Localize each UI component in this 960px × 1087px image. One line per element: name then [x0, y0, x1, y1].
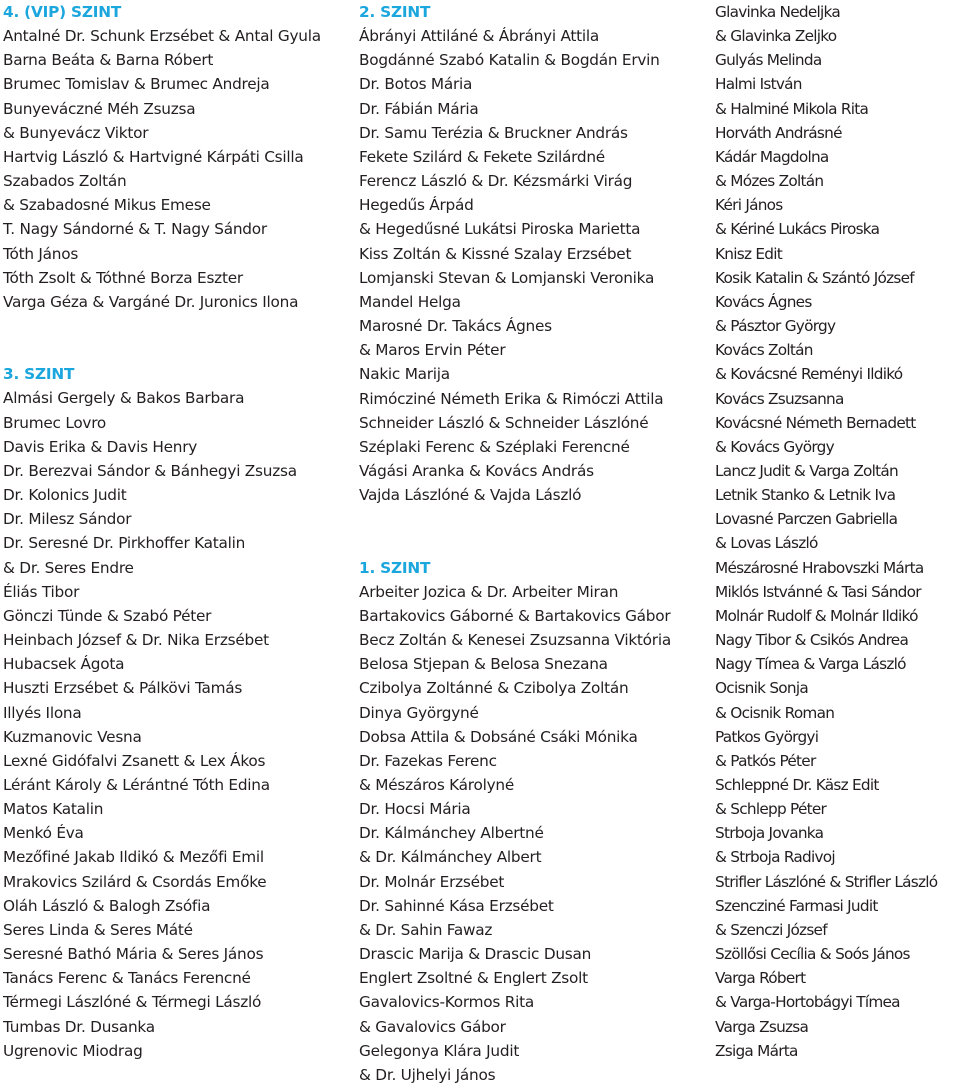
donor-name-line: & Szabadosné Mikus Emese — [3, 196, 211, 215]
donor-name-line: Almási Gergely & Bakos Barbara — [3, 389, 245, 408]
donor-name-line: & Maros Ervin Péter — [359, 341, 506, 360]
level-heading: 3. SZINT — [3, 365, 75, 384]
donor-name-line: Dinya Györgyné — [359, 703, 479, 722]
donor-name-line: & Mózes Zoltán — [715, 172, 824, 191]
donor-name-line: & Schlepp Péter — [715, 800, 827, 819]
donor-name-line: Varga Zsuzsa — [715, 1017, 809, 1036]
donor-name-line: Dr. Seresné Dr. Pirkhoffer Katalin — [3, 534, 246, 553]
donor-name-line: Gavalovics-Kormos Rita — [359, 993, 534, 1012]
donor-name-line: Rimócziné Németh Erika & Rimóczi Attila — [359, 389, 664, 408]
donor-name-line: Dr. Berezvai Sándor & Bánhegyi Zsuzsa — [3, 461, 297, 480]
level-section — [3, 362, 348, 1063]
donor-name-line: Kovács Zsuzsanna — [715, 389, 844, 408]
donor-name-line: & Bunyevácz Viktor — [3, 123, 149, 142]
donor-name-line: Dr. Milesz Sándor — [3, 510, 132, 529]
donor-name-line: Dr. Kálmánchey Albertné — [359, 824, 544, 843]
donor-name-line: & Dr. Ujhelyi János — [359, 1065, 496, 1084]
donor-name-line: Hubacsek Ágota — [3, 655, 125, 674]
donor-name-line: & Kériné Lukács Piroska — [715, 220, 880, 239]
donor-name-line: Zsiga Márta — [715, 1041, 798, 1060]
donor-name-line: Illyés Ilona — [3, 703, 82, 722]
level-section — [359, 0, 705, 507]
column-1 — [3, 0, 348, 1063]
donor-name-line: Kovácsné Németh Bernadett — [715, 413, 916, 432]
level-section — [359, 556, 705, 1087]
donor-name-line: Kovács Zoltán — [715, 341, 813, 360]
donor-name-line: Oláh László & Balogh Zsófia — [3, 896, 211, 915]
donor-name-line: Arbeiter Jozica & Dr. Arbeiter Miran — [359, 582, 619, 601]
donor-name-line: Gönczi Tünde & Szabó Péter — [3, 606, 212, 625]
donor-name-line: Matos Katalin — [3, 800, 104, 819]
donor-name-line: Tóth Zsolt & Tóthné Borza Eszter — [3, 268, 243, 287]
donor-name-line: Halmi István — [715, 75, 802, 94]
donor-name-line: & Dr. Sahin Fawaz — [359, 920, 493, 939]
donor-name-line: Vajda Lászlóné & Vajda László — [359, 486, 582, 505]
donor-name-line: Ábrányi Attiláné & Ábrányi Attila — [359, 27, 600, 46]
donor-name-line: Dr. Fazekas Ferenc — [359, 751, 497, 770]
donor-name-line: & Glavinka Zeljko — [715, 27, 837, 46]
donor-name-line: Heinbach József & Dr. Nika Erzsébet — [3, 631, 269, 650]
donor-name-line: Dr. Molnár Erzsébet — [359, 872, 505, 891]
donor-name-line: Szabados Zoltán — [3, 172, 127, 191]
donor-name-line: Dr. Kolonics Judit — [3, 486, 127, 505]
donor-name-line: & Kovács György — [715, 437, 834, 456]
donor-name-line: Czibolya Zoltánné & Czibolya Zoltán — [359, 679, 629, 698]
donor-name-line: Szencziné Farmasi Judit — [715, 896, 878, 915]
donor-name-line: Barna Beáta & Barna Róbert — [3, 51, 214, 70]
donor-name-line: Menkó Éva — [3, 824, 84, 843]
donor-name-line: Térmegi Lászlóné & Térmegi László — [3, 993, 262, 1012]
donor-name-line: Dr. Fábián Mária — [359, 99, 479, 118]
donor-name-line: Glavinka Nedeljka — [715, 3, 840, 21]
donor-name-line: Letnik Stanko & Letnik Iva — [715, 486, 896, 505]
donor-name-line: & Strboja Radivoj — [715, 848, 835, 867]
donor-name-line: Varga Géza & Vargáné Dr. Juronics Ilona — [3, 292, 299, 311]
donor-name-line: & Halminé Mikola Rita — [715, 99, 869, 118]
donor-name-line: & Varga-Hortobágyi Tímea — [715, 993, 900, 1012]
donor-name-line: Dr. Botos Mária — [359, 75, 473, 94]
donor-name-line: Tanács Ferenc & Tanács Ferencné — [3, 969, 251, 988]
column-3 — [715, 0, 960, 1063]
level-section — [715, 0, 960, 1063]
donor-name-line: & Mészáros Károlyné — [359, 775, 515, 794]
donor-name-line: & Dr. Seres Endre — [3, 558, 134, 577]
donor-name-line: Drascic Marija & Drascic Dusan — [359, 945, 592, 964]
donor-name-line: Schneider László & Schneider Lászlóné — [359, 413, 649, 432]
donor-name-line: Nagy Tibor & Csikós Andrea — [715, 631, 909, 650]
donor-name-line: Nakic Marija — [359, 365, 450, 384]
donor-name-line: Seres Linda & Seres Máté — [3, 920, 193, 939]
donor-name-line: Molnár Rudolf & Molnár Ildikó — [715, 606, 918, 625]
section-spacer — [359, 507, 705, 555]
donor-name-line: Mandel Helga — [359, 292, 461, 311]
donor-name-line: Mezőfiné Jakab Ildikó & Mezőfi Emil — [3, 848, 264, 867]
level-heading: 2. SZINT — [359, 3, 431, 21]
donor-name-line: Nagy Tímea & Varga László — [715, 655, 906, 674]
donor-name-line: Bartakovics Gáborné & Bartakovics Gábor — [359, 606, 671, 625]
donor-name-line: Strifler Lászlóné & Strifler László — [715, 872, 938, 891]
donor-name-line: Brumec Lovro — [3, 413, 107, 432]
donor-name-line: & Gavalovics Gábor — [359, 1017, 506, 1036]
section-spacer — [3, 314, 348, 362]
level-heading: 4. (VIP) SZINT — [3, 3, 122, 21]
donor-name-line: Englert Zsoltné & Englert Zsolt — [359, 969, 588, 988]
donor-name-line: & Patkós Péter — [715, 751, 816, 770]
donor-name-line: Davis Erika & Davis Henry — [3, 437, 198, 456]
donor-name-line: Kádár Magdolna — [715, 147, 829, 166]
donor-name-line: T. Nagy Sándorné & T. Nagy Sándor — [3, 220, 267, 239]
donor-name-line: Antalné Dr. Schunk Erzsébet & Antal Gyula — [3, 27, 321, 46]
donor-name-line: Ocisnik Sonja — [715, 679, 808, 698]
donor-name-line: Hegedűs Árpád — [359, 196, 474, 215]
donor-name-line: Bogdánné Szabó Katalin & Bogdán Ervin — [359, 51, 660, 70]
donor-name-line: Lancz Judit & Varga Zoltán — [715, 461, 898, 480]
donor-name-line: Kiss Zoltán & Kissné Szalay Erzsébet — [359, 244, 632, 263]
donor-name-line: Seresné Bathó Mária & Seres János — [3, 945, 264, 964]
donor-name-line: Léránt Károly & Lérántné Tóth Edina — [3, 775, 270, 794]
donor-name-line: Kovács Ágnes — [715, 292, 812, 311]
donor-name-line: Gelegonya Klára Judit — [359, 1041, 520, 1060]
donor-name-line: Lovasné Parczen Gabriella — [715, 510, 898, 529]
donor-name-line: & Ocisnik Roman — [715, 703, 835, 722]
donor-name-line: & Pásztor György — [715, 317, 836, 336]
donor-name-line: Dr. Hocsi Mária — [359, 800, 471, 819]
donor-name-line: Ferencz László & Dr. Kézsmárki Virág — [359, 172, 633, 191]
donor-name-line: Éliás Tibor — [3, 582, 80, 601]
donor-name-line: Becz Zoltán & Kenesei Zsuzsanna Viktória — [359, 631, 671, 650]
donor-name-line: Mészárosné Hrabovszki Márta — [715, 558, 924, 577]
donor-name-line: Varga Róbert — [715, 969, 806, 988]
level-heading: 1. SZINT — [359, 558, 431, 577]
donor-name-line: & Szenczi József — [715, 920, 827, 939]
donor-name-line: Dobsa Attila & Dobsáné Csáki Mónika — [359, 727, 638, 746]
donor-name-line: Mrakovics Szilárd & Csordás Emőke — [3, 872, 267, 891]
donor-name-line: Lexné Gidófalvi Zsanett & Lex Ákos — [3, 751, 266, 770]
donor-name-line: Ugrenovic Miodrag — [3, 1041, 143, 1060]
donor-name-line: Knisz Edit — [715, 244, 782, 263]
donor-name-line: Kuzmanovic Vesna — [3, 727, 142, 746]
donor-name-line: Bunyeváczné Méh Zsuzsa — [3, 99, 196, 118]
donor-name-line: Miklós Istvánné & Tasi Sándor — [715, 582, 921, 601]
donor-name-line: Széplaki Ferenc & Széplaki Ferencné — [359, 437, 630, 456]
level-section — [3, 0, 348, 314]
donor-name-line: Hartvig László & Hartvigné Kárpáti Csilla — [3, 147, 304, 166]
donor-name-line: Gulyás Melinda — [715, 51, 822, 70]
donor-name-line: Lomjanski Stevan & Lomjanski Veronika — [359, 268, 655, 287]
donor-name-line: Dr. Sahinné Kása Erzsébet — [359, 896, 554, 915]
donor-name-line: Kéri János — [715, 196, 783, 215]
donor-name-line: Tumbas Dr. Dusanka — [3, 1017, 155, 1036]
donor-name-line: & Dr. Kálmánchey Albert — [359, 848, 542, 867]
donor-name-line: Marosné Dr. Takács Ágnes — [359, 317, 552, 336]
donor-name-line: Fekete Szilárd & Fekete Szilárdné — [359, 147, 605, 166]
donor-name-line: & Lovas László — [715, 534, 818, 553]
donor-name-line: & Hegedűsné Lukátsi Piroska Marietta — [359, 220, 641, 239]
donor-name-line: Tóth János — [3, 244, 79, 263]
donor-name-line: Szöllősi Cecília & Soós János — [715, 945, 910, 964]
donor-name-line: Strboja Jovanka — [715, 824, 824, 843]
donor-name-line: Patkos Györgyi — [715, 727, 819, 746]
donor-name-line: & Kovácsné Reményi Ildikó — [715, 365, 903, 384]
column-2 — [359, 0, 705, 1087]
donor-name-line: Vágási Aranka & Kovács András — [359, 461, 594, 480]
donor-name-line: Schleppné Dr. Käsz Edit — [715, 776, 879, 794]
donor-name-line: Brumec Tomislav & Brumec Andreja — [3, 75, 270, 94]
donor-name-line: Horváth Andrásné — [715, 123, 842, 142]
donor-name-line: Kosik Katalin & Szántó József — [715, 268, 914, 287]
donor-name-line: Belosa Stjepan & Belosa Snezana — [359, 655, 608, 674]
donor-name-line: Huszti Erzsébet & Pálkövi Tamás — [3, 679, 243, 698]
donor-name-line: Dr. Samu Terézia & Bruckner András — [359, 123, 628, 142]
